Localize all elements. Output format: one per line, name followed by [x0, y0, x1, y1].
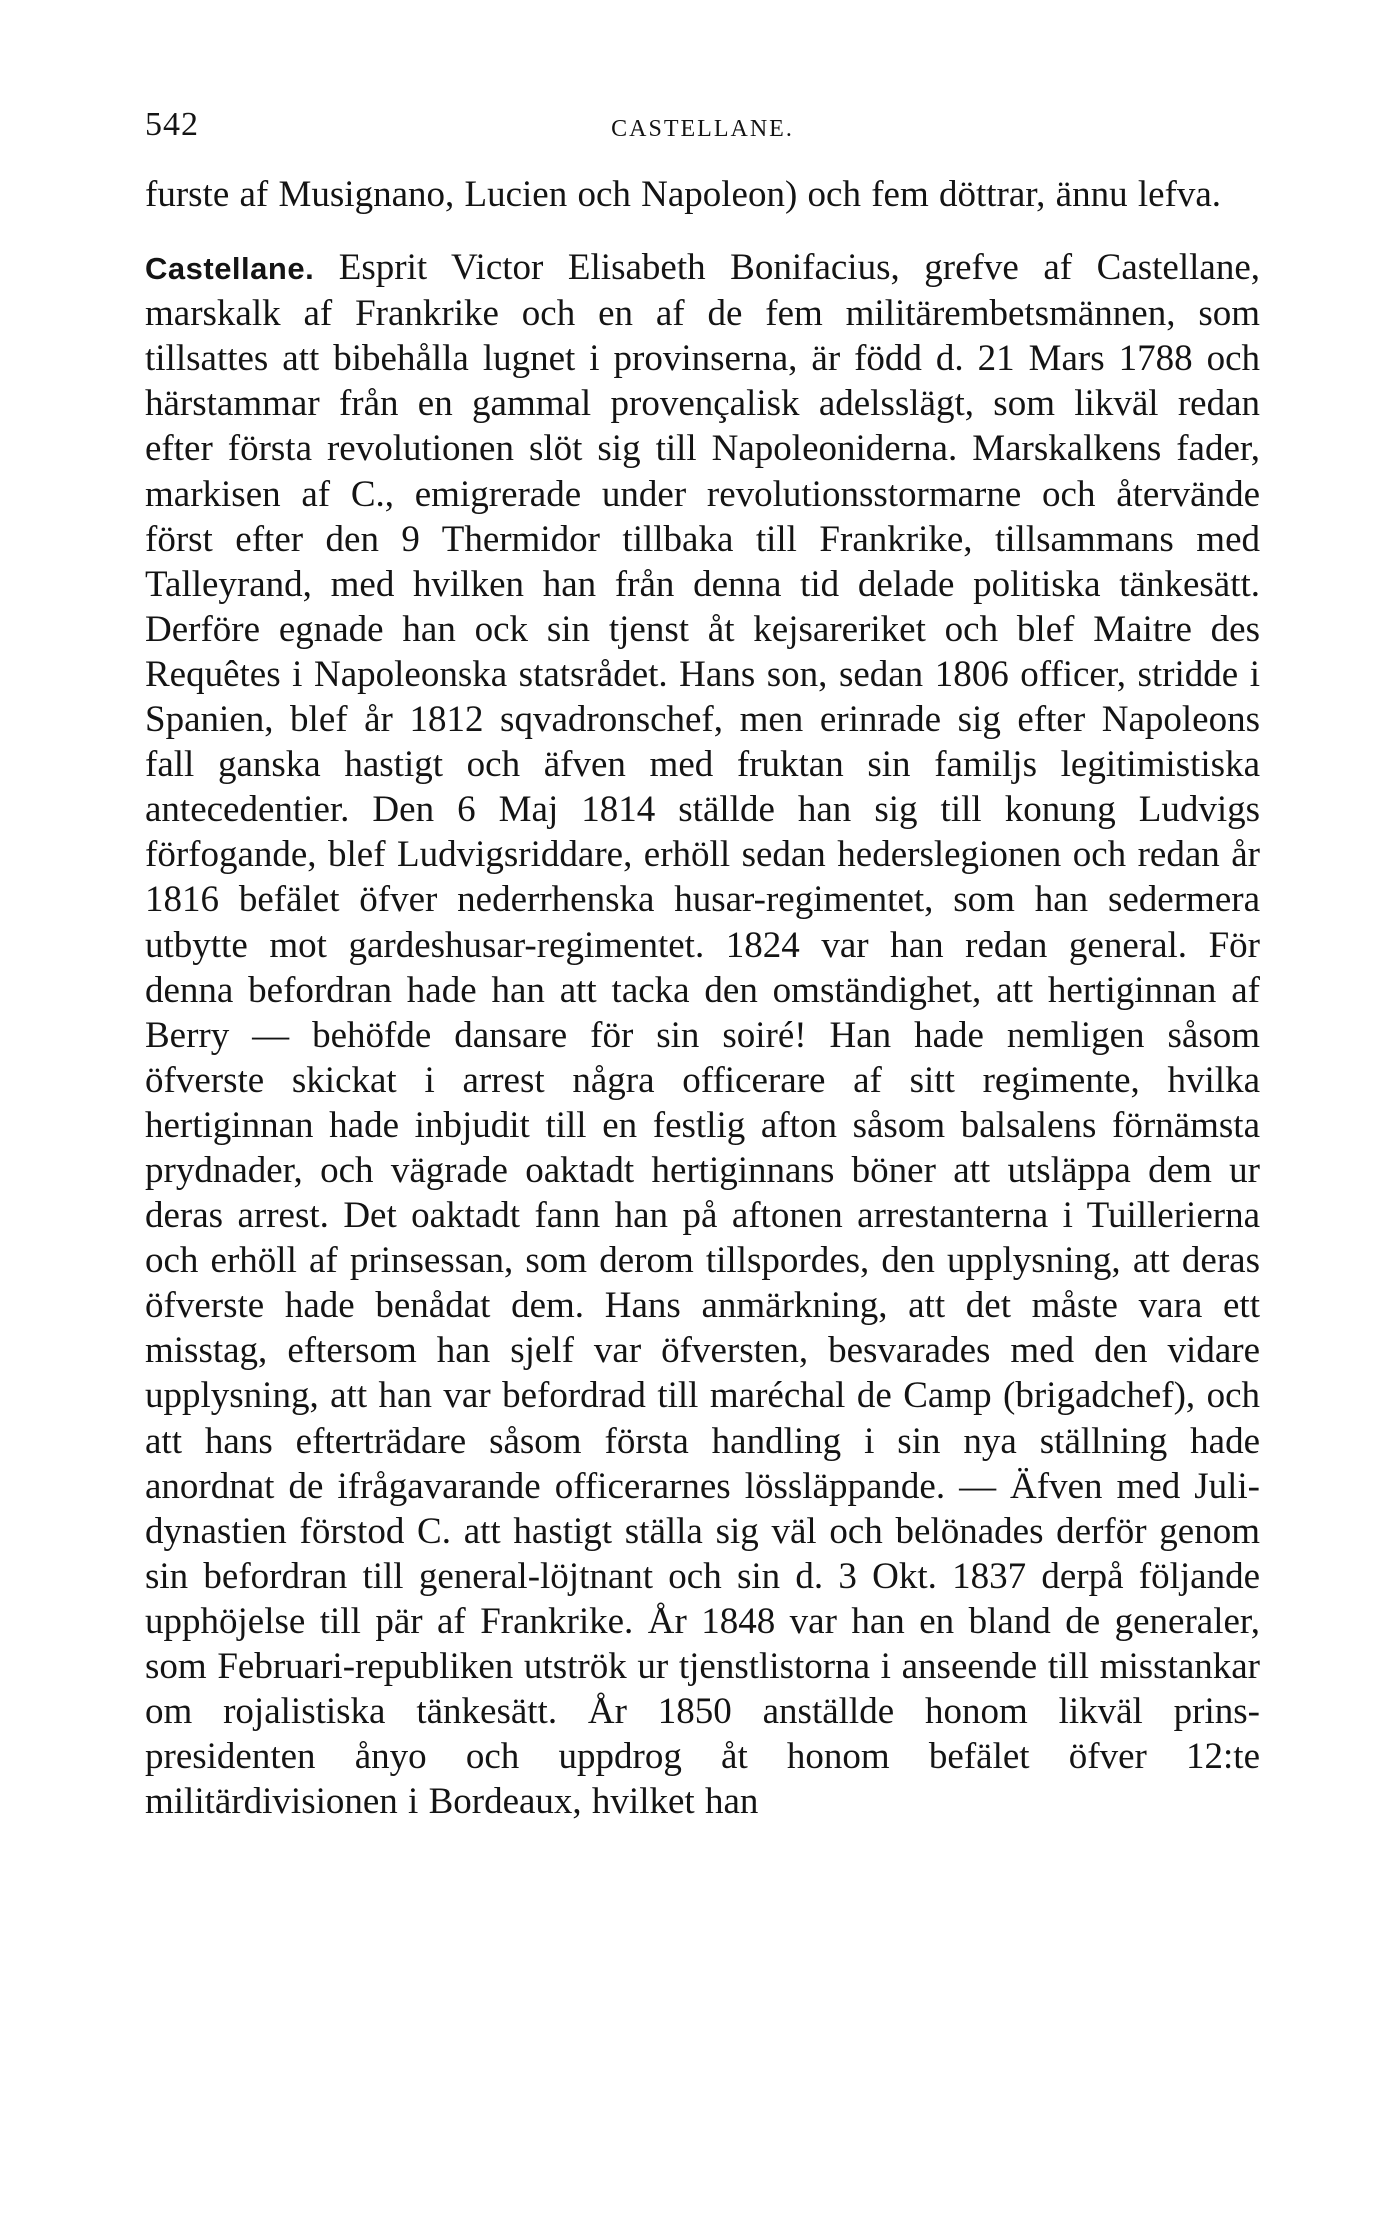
page-header	[145, 100, 1260, 150]
paragraph-text: furste af Musignano, Lucien och Napoleon) och fem döttrar, ännu lefva.	[145, 174, 1222, 215]
paragraph-entry-castellane	[145, 245, 1260, 1824]
body-text	[145, 172, 1260, 1824]
running-head: CASTELLANE.	[611, 116, 794, 142]
paragraph-text: Esprit Victor Elisabeth Bonifacius, grefve af Castellane, marskalk af Frankrike och en af de fem militärembetsmännen, som tillsattes att bibehålla lugnet i provinserna, är född d. 21 Mars 1788 och härstammar från en gammal provençalisk adelsslägt, som likväl redan efter första revolutionen slöt sig till Napoleoniderna. Marskalkens fader, markisen af C., emigrerade under revolutionsstormarne och återvände först efter den 9 Thermidor tillbaka till Frankrike, tillsammans med Talleyrand, med hvilken han från denna tid delade politiska tänkesätt. Derföre egnade han ock sin tjenst åt kejsareriket och blef Maitre des Requêtes i Napoleonska statsrådet. Hans son, sedan 1806 officer, stridde i Spanien, blef år 1812 sqvadronschef, men erinrade sig efter Napoleons fall ganska hastigt och äfven med fruktan sin familjs legitimistiska antecedentier. Den 6 Maj 1814 ställde han sig till konung Ludvigs förfogande, blef Ludvigsriddare, erhöll sedan hederslegionen och redan år 1816 befälet öfver nederrhenska husar-regimentet, som han sedermera utbytte mot gardeshusar-regimentet. 1824 var han redan general. För denna befordran hade han att tacka den omständighet, att hertiginnan af Berry — behöfde dansare för sin soiré! Han hade nemligen såsom öfverste skickat i arrest några officerare af sitt regimente, hvilka hertiginnan hade inbjudit till en festlig afton såsom balsalens förnämsta prydnader, och vägrade oaktadt hertiginnans böner att utsläppa dem ur deras arrest. Det oaktadt fann han på aftonen arrestanterna i Tuillerierna och erhöll af prinsessan, som derom tillspordes, den upplysning, att deras öfverste hade benådat dem. Hans anmärkning, att det måste vara ett misstag, eftersom han sjelf var öfversten, besvarades med den vidare upplysning, att han var befordrad till maréchal de Camp (brigadchef), och att hans efterträdare såsom första handling i sin nya ställning hade anordnat de ifrågavarande officerarnes lössläppande. — Äfven med Juli-dynastien förstod C. att hastigt ställa sig väl och belönades derför genom sin befordran till general-löjtnant och sin d. 3 Okt. 1837 derpå följande upphöjelse till pär af Frankrike. År 1848 var han en bland de generaler, som Februari-republiken utströk ur tjenstlistorna i anseende till misstankar om rojalistiska tänkesätt. År 1850 anställde honom likväl prins-presidenten ånyo och uppdrog åt honom befälet öfver 12:te militärdivisionen i Bordeaux, hvilket han	[145, 247, 1261, 1823]
book-page	[145, 100, 1260, 2200]
page-number: 542	[145, 106, 199, 143]
entry-headword: Castellane.	[145, 251, 315, 287]
paragraph-continuation	[145, 172, 1260, 217]
